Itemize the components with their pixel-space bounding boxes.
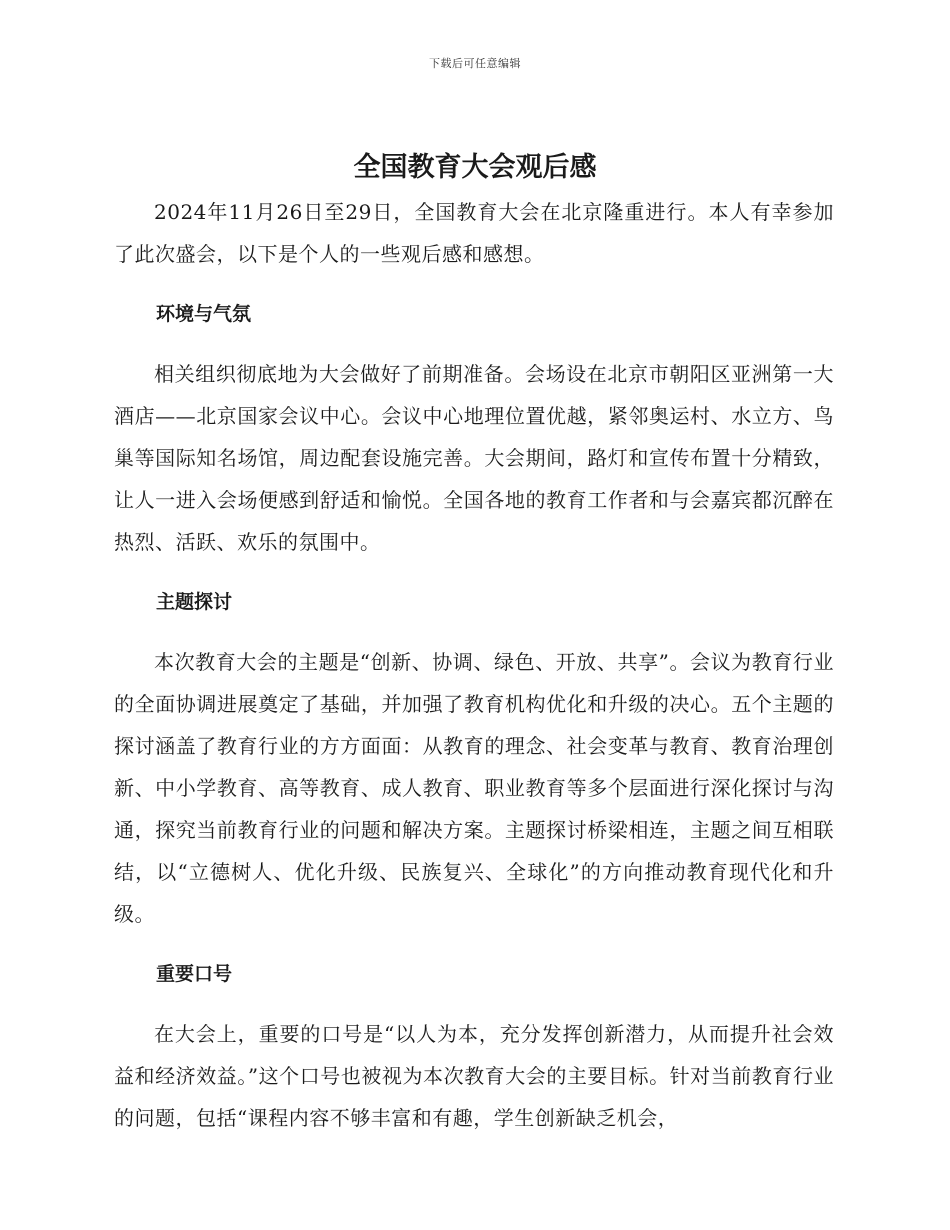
document-title: 全国教育大会观后感 — [353, 152, 597, 183]
section-heading-slogan: 重要口号 — [156, 963, 233, 985]
section-heading-environment: 环境与气氛 — [156, 303, 252, 325]
document-body — [114, 191, 834, 1139]
intro-paragraph: 2024年11月26日至29日，全国教育大会在北京隆重进行。本人有幸参加了此次盛会，以下是个人的一些观后感和感想。 — [114, 200, 834, 266]
section-paragraph-theme: 本次教育大会的主题是“创新、协调、绿色、开放、共享”。会议为教育行业的全面协调进展奠定了基础，并加强了教育机构优化和升级的决心。五个主题的探讨涵盖了教育行业的方方面面：从教育的理念、社会变革与教育、教育治理创新、中小学教育、高等教育、成人教育、职业教育等多个层面进行深化探讨与沟通，探究当前教育行业的问题和解决方案。主题探讨桥梁相连，主题之间互相联结，以“立德树人、优化升级、民族复兴、全球化”的方向推动教育现代化和升级。 — [114, 650, 834, 926]
section-paragraph-environment: 相关组织彻底地为大会做好了前期准备。会场设在北京市朝阳区亚洲第一大酒店——北京国家会议中心。会议中心地理位置优越，紧邻奥运村、水立方、鸟巢等国际知名场馆，周边配套设施完善。大会期间，路灯和宣传布置十分精致，让人一进入会场便感到舒适和愉悦。全国各地的教育工作者和与会嘉宾都沉醉在热烈、活跃、欢乐的氛围中。 — [114, 362, 834, 554]
page-header: 下载后可任意编辑 — [429, 57, 521, 70]
section-heading-theme: 主题探讨 — [156, 591, 233, 613]
section-paragraph-slogan: 在大会上，重要的口号是“以人为本，充分发挥创新潜力，从而提升社会效益和经济效益。”这个口号也被视为本次教育大会的主要目标。针对当前教育行业的问题，包括“课程内容不够丰富和有趣，学生创新缺乏机会， — [114, 1022, 834, 1130]
